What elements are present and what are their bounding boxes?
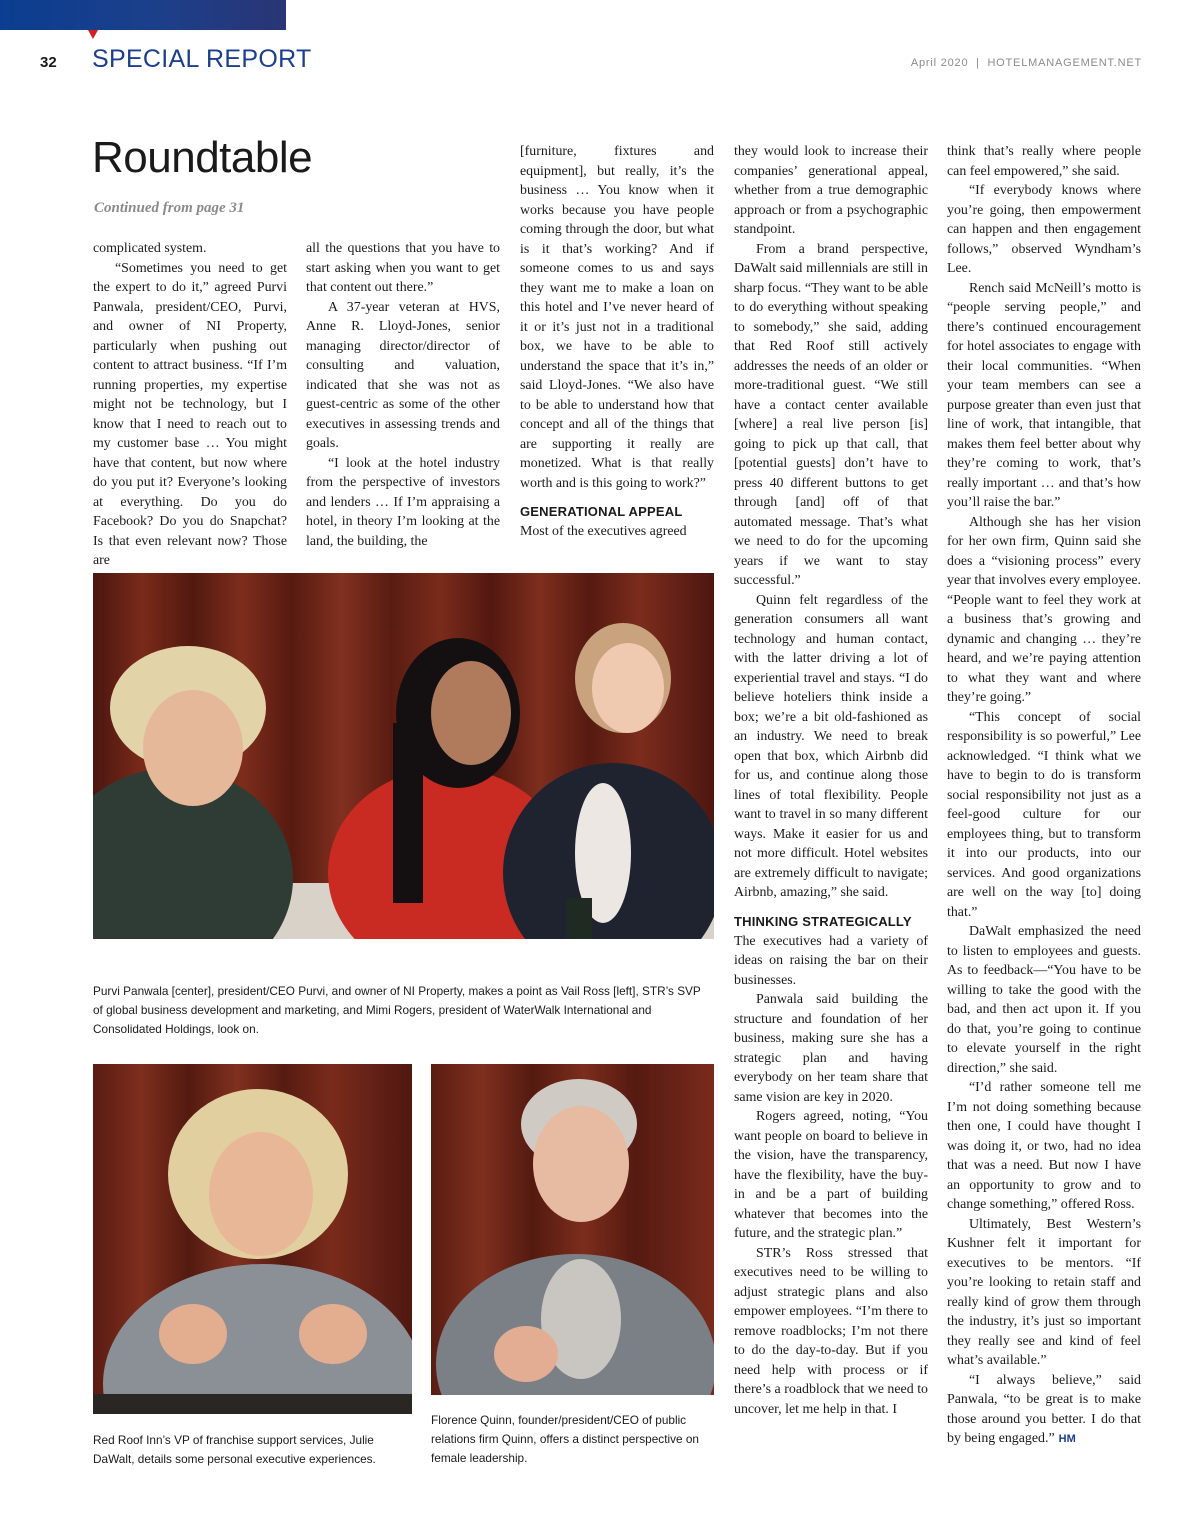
paragraph: Ultimately, Best Western’s Kushner felt it important for executives to be mentors. “If you’re looking to retain staff and really kind of grow them through the industry, it’s just so important they really see and kind of feel what’s available.” bbox=[947, 1216, 1141, 1368]
paragraph: Most of the executives agreed bbox=[520, 524, 687, 539]
roundtable-photo bbox=[93, 573, 714, 939]
quinn-photo bbox=[431, 1064, 714, 1395]
article-column-4 bbox=[734, 142, 928, 1419]
paragraph: complicated system. bbox=[93, 241, 207, 256]
paragraph: STR’s Ross stressed that executives need to be willing to adjust strategic plans and also empower employees. “I’m there to remove roadblocks; I’m not there to do the day-to-day. But if you need help with process or if there’s a roadblock that we need to uncover, let me help in that. I bbox=[734, 1245, 928, 1417]
paragraph: “This concept of social responsibility is so powerful,” Lee acknowledged. “I think what we have to begin to do is transform social responsibility not just as a feel-good culture for our employees thing, but to transform it into our products, into our services. And good organizations are well on the way [to] doing that.” bbox=[947, 709, 1141, 920]
paragraph: “I look at the hotel industry from the perspective of investors and lenders … If I’m appraising a hotel, in theory I’m looking at the land, the building, the bbox=[306, 455, 500, 549]
paragraph bbox=[947, 1371, 1141, 1450]
section-label: SPECIAL REPORT bbox=[92, 45, 312, 73]
main-photo-caption: Purvi Panwala [center], president/CEO Purvi, and owner of NI Property, makes a point as Vail Ross [left], STR’s SVP of global business development and marketing, and Mimi Rogers, president of WaterWalk International and Consolidated Holdings, look on. bbox=[93, 984, 701, 1036]
article-column-1 bbox=[93, 239, 287, 571]
paragraph: From a brand perspective, DaWalt said millennials are still in sharp focus. “They want to be able to do everything without speaking to somebody,” she said, adding that Red Roof still actively addresses the needs of an older or more-traditional guest. “We still have a contact center available [where] a real live person [is] going to pick up that call, that [potential guests] don’t have to press 40 different buttons to get through [and] off of that automated message. That’s what we need to do for the upcoming years if we want to stay successful.” bbox=[734, 241, 928, 588]
paragraph: all the questions that you have to start asking when you want to get that content out there.” bbox=[306, 241, 500, 295]
continued-from: Continued from page 31 bbox=[94, 200, 245, 216]
paragraph: Rench said McNeill’s motto is “people serving people,” and there’s continued encouragement for hotel associates to engage with their local communities. “When your team members can see a purpose greater than even just that line of work, that intangible, that makes them feel better about why they’re coming to work, that’s really important … and that’s how you’ll raise the bar.” bbox=[947, 280, 1141, 510]
paragraph: Rogers agreed, noting, “You want people on board to believe in the vision, have the transparency, have the flexibility, have the buy-in and be a part of building whatever that becomes into the future, and the strategic plan.” bbox=[734, 1109, 928, 1241]
paragraph: DaWalt emphasized the need to listen to employees and guests. As to feedback—“You have to be willing to take the good with the bad, and then act upon it. If you do that, you’re going to continue to elevate yourself in the right direction,” she said. bbox=[947, 924, 1141, 1076]
paragraph: “If everybody knows where you’re going, then empowerment can happen and then engagement follows,” observed Wyndham’s Lee. bbox=[947, 183, 1141, 276]
paragraph: [furniture, fixtures and equipment], but really, it’s the business … You know when it works because you have people coming through the door, but what is it that’s working? And if someone comes to us and says they want me to make a loan on this hotel and I’ve never heard of it or it’s just not in a traditional box, we have to be able to understand the space that it’s in,” said Lloyd-Jones. “We also have to be able to understand how that concept and all of the things that are supporting it really are monetized. What is that really worth and is this going to work?” bbox=[520, 144, 714, 491]
paragraph: “Sometimes you need to get the expert to do it,” agreed Purvi Panwala, president/CEO, Purvi, and owner of NI Property, particularly when pushing out content to attract business. “If I’m running properties, my expertise might not be technology, but I know that I need to reach out to my customer base … You might have that content, but now where do you put it? Everyone’s looking at everything. Do you do Facebook? Do you do Snapchat? Is that even relevant now? Those are bbox=[93, 260, 287, 568]
closing-quote: “I always believe,” said Panwala, “to be great is to make those around you better. I do that by being engaged.” bbox=[947, 1372, 1141, 1446]
dawalt-photo bbox=[93, 1064, 412, 1414]
paragraph: The executives had a variety of ideas on raising the bar on their businesses. bbox=[734, 933, 928, 988]
header-color-bar bbox=[0, 0, 286, 30]
hm-signature: HM bbox=[1058, 1433, 1076, 1445]
subhead-thinking-strategically: THINKING STRATEGICALLY bbox=[734, 913, 912, 929]
header-red-marker bbox=[88, 30, 98, 39]
paragraph: Although she has her vision for her own firm, Quinn said she does a “visioning process” every year that involves every employee. “People want to feel they work at a business that’s growing and dynamic and changing … they’re heard, and we’re paying attention to what they want and where they’re going.” bbox=[947, 514, 1142, 705]
article-column-3 bbox=[520, 142, 714, 542]
paragraph: Panwala said building the structure and foundation of her business, making sure she has a strategic plan and having everybody on her team share that same vision are key in 2020. bbox=[734, 992, 928, 1105]
paragraph: they would look to increase their companies’ generational appeal, whether from a true demographic approach or from a psychographic standpoint. bbox=[734, 144, 928, 237]
article-column-5 bbox=[947, 142, 1141, 1450]
issue-info: April 2020 | HOTELMANAGEMENT.NET bbox=[910, 57, 1142, 69]
quinn-caption: Florence Quinn, founder/president/CEO of public relations firm Quinn, offers a distinct perspective on female leadership. bbox=[431, 1413, 699, 1465]
paragraph: A 37-year veteran at HVS, Anne R. Lloyd-Jones, senior managing director/director of consulting and valuation, indicated that she was not as guest-centric as some of the other executives in assessing trends and goals. bbox=[306, 299, 500, 451]
article-column-2 bbox=[306, 239, 500, 551]
paragraph: “I’d rather someone tell me I’m not doing something because then one, I could have thought I was doing it, or two, had no idea that was a need. But now I have an opportunity to grow and to change something,” offered Ross. bbox=[947, 1080, 1141, 1212]
page-number: 32 bbox=[40, 54, 57, 71]
article-headline: Roundtable bbox=[92, 133, 313, 182]
subhead-generational-appeal: GENERATIONAL APPEAL bbox=[520, 504, 683, 519]
paragraph: Quinn felt regardless of the generation consumers all want technology and human contact, with the latter driving a lot of experiential travel and stays. “I do believe hoteliers think inside a box; we’re a bit old-fashioned as an industry. We need to break open that box, which Airbnb did for us, and continue along those lines of total flexibility. People want to travel in so many different ways. Make it easier for us and not more difficult. Hotel websites are extremely difficult to navigate; Airbnb, amazing,” she said. bbox=[734, 592, 928, 900]
paragraph: think that’s really where people can feel empowered,” she said. bbox=[947, 144, 1141, 179]
dawalt-caption: Red Roof Inn’s VP of franchise support services, Julie DaWalt, details some personal executive experiences. bbox=[93, 1433, 376, 1466]
